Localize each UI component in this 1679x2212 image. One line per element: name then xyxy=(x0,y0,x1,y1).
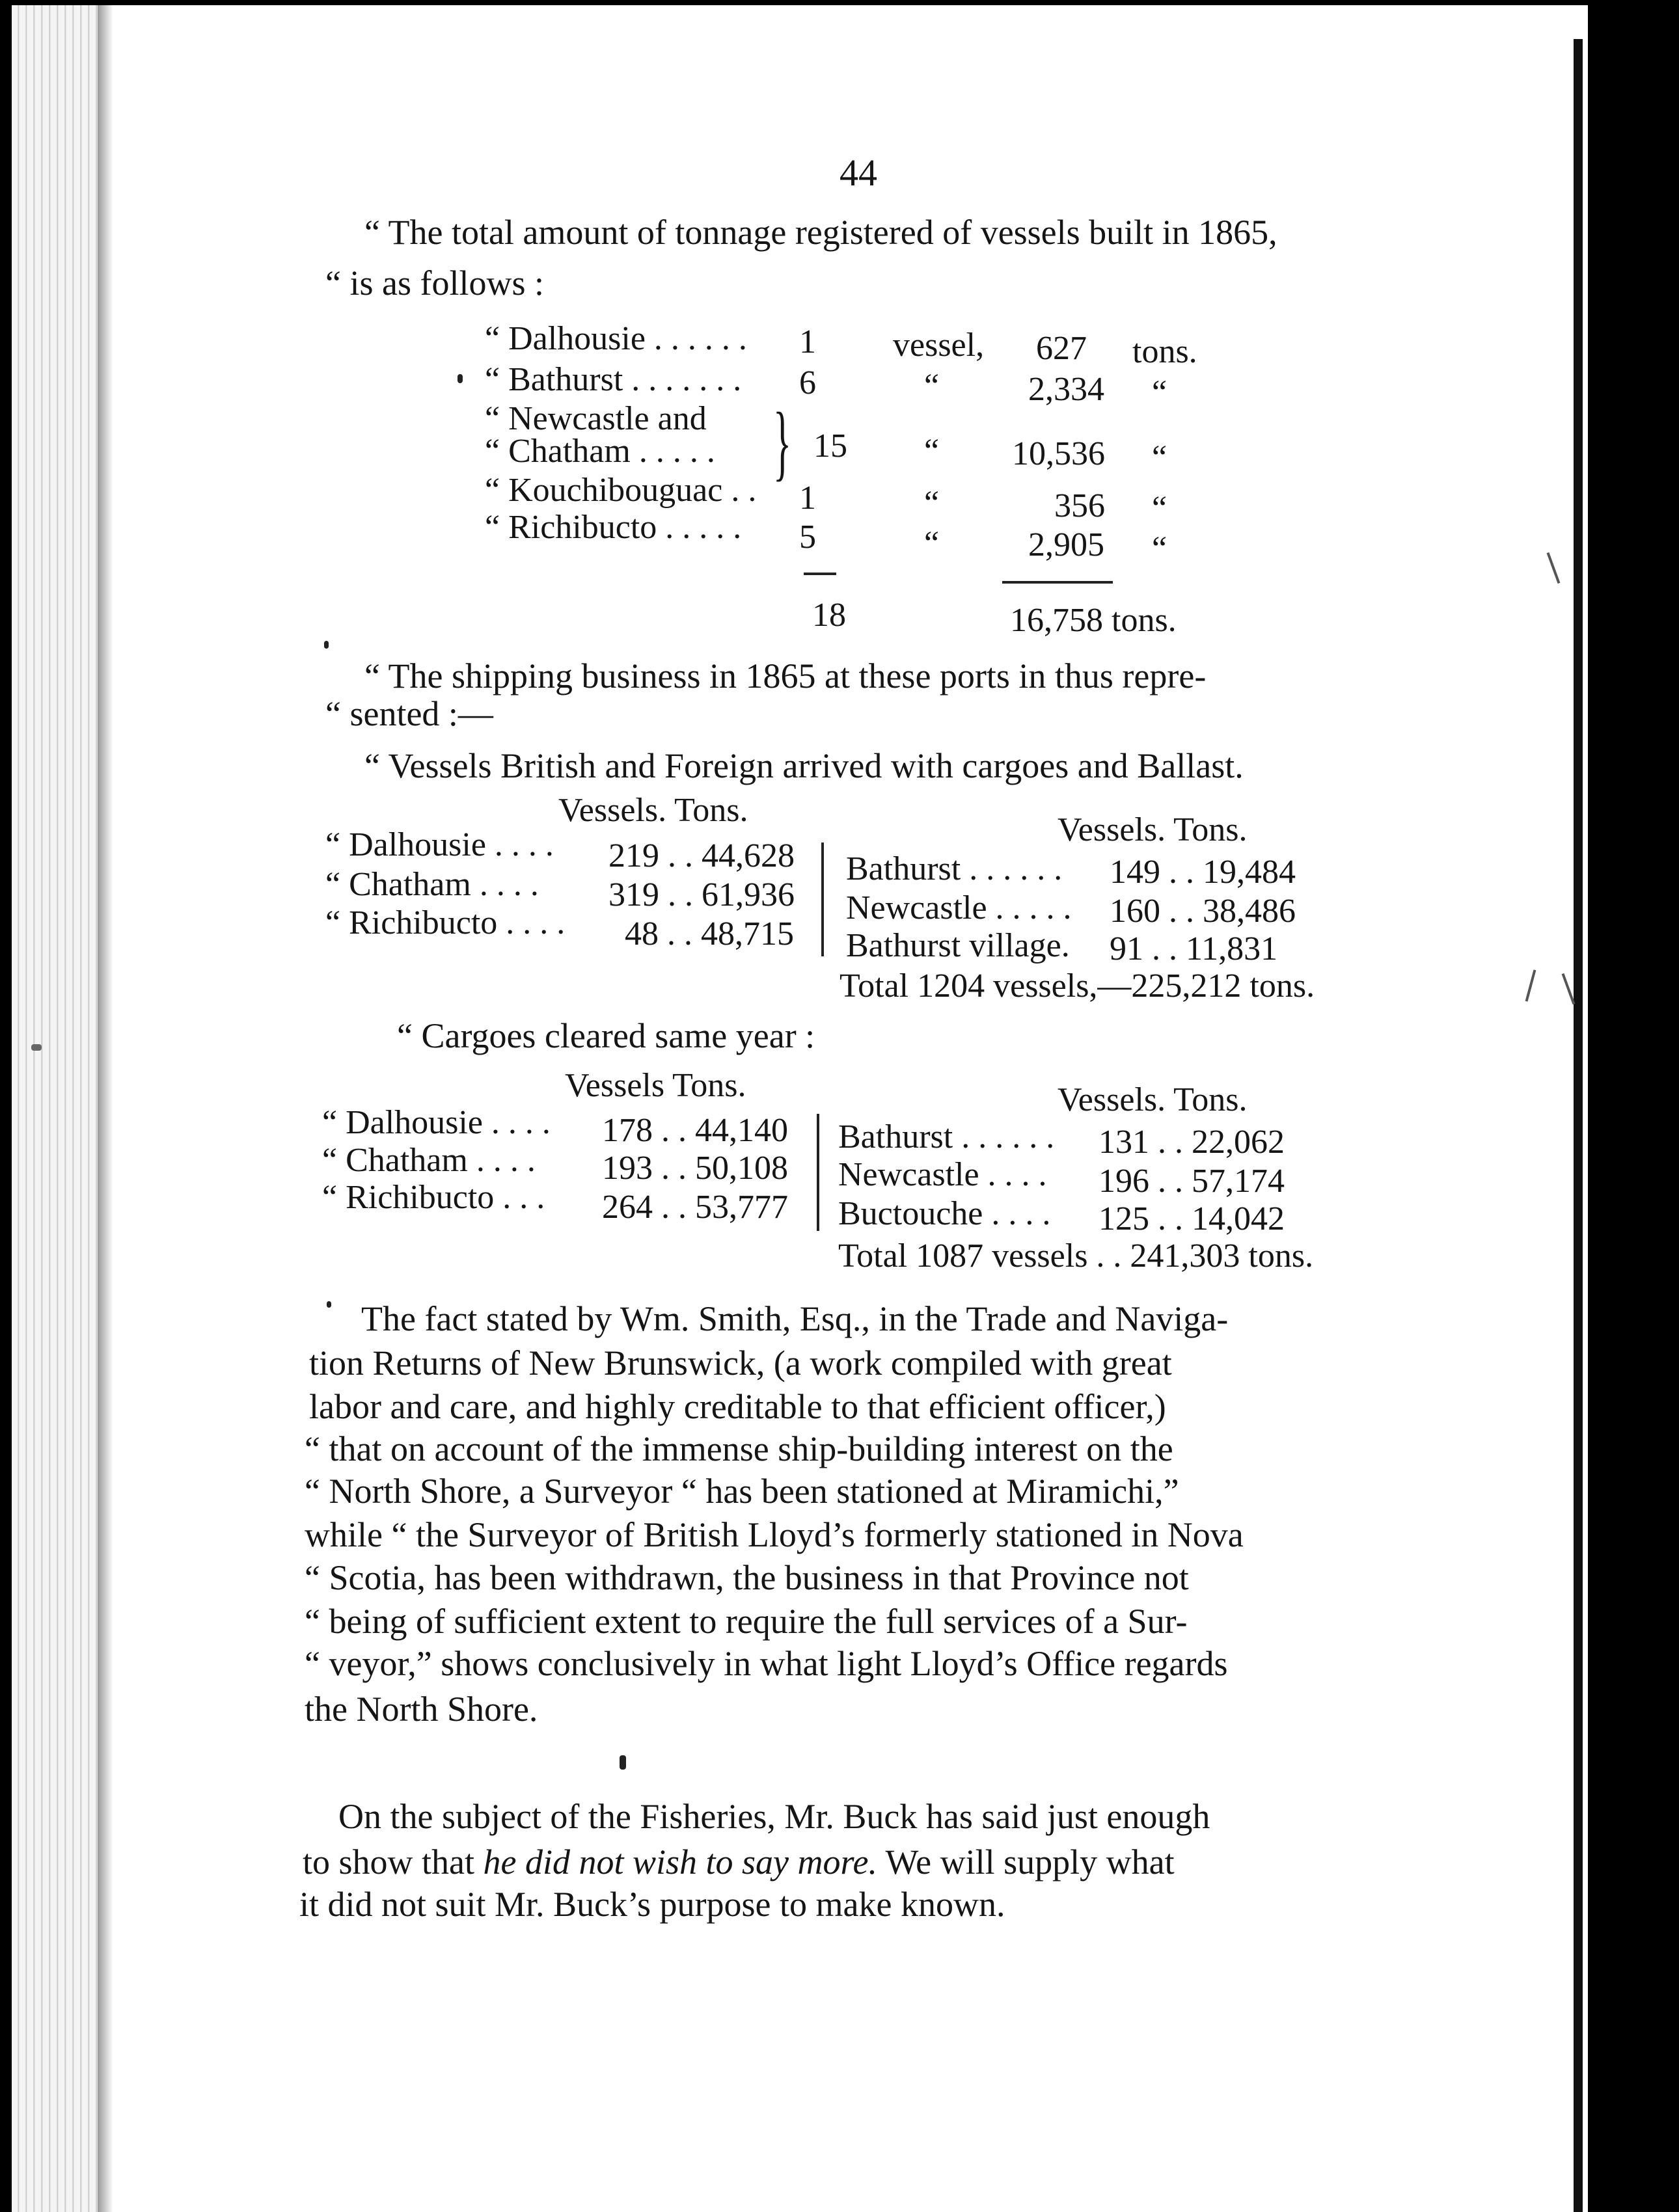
shipping-line-2: “ sented :— xyxy=(325,694,493,733)
cleared-left-value: 264 . . 53,777 xyxy=(602,1189,788,1226)
scan-edge-top xyxy=(0,0,1588,5)
cleared-left-value: 178 . . 44,140 xyxy=(602,1112,788,1149)
shipping-line-1: “ The shipping business in 1865 at these ports in thus repre- xyxy=(364,656,1207,695)
tonnage-unit: vessel, xyxy=(893,327,985,364)
cleared-right-value: 125 . . 14,042 xyxy=(1099,1200,1285,1237)
tonnage-tons: 2,334 xyxy=(1028,371,1104,408)
arrived-col-header-right: Vessels. Tons. xyxy=(1058,811,1248,848)
arrived-left-place: “ Dalhousie . . . . xyxy=(325,826,554,863)
paragraph-line: “ veyor,” shows conclusively in what light Lloyd’s Office regards xyxy=(305,1644,1228,1683)
arrived-right-value: 91 . . 11,831 xyxy=(1110,930,1278,967)
tonnage-tons: 2,905 xyxy=(1028,526,1104,563)
arrived-left-value: 219 . . 44,628 xyxy=(608,837,795,874)
tonnage-tons: 627 xyxy=(1036,330,1087,367)
arrived-total: Total 1204 vessels,—225,212 tons. xyxy=(840,967,1315,1005)
tonnage-place: “ Chatham . . . . . xyxy=(485,433,715,470)
arrived-left-value: 48 . . 48,715 xyxy=(625,915,794,952)
brace-mark: } xyxy=(773,396,792,489)
tonnage-suffix: “ xyxy=(1152,374,1167,411)
arrived-right-value: 149 . . 19,484 xyxy=(1110,854,1296,891)
cleared-right-place: Newcastle . . . . xyxy=(838,1156,1047,1193)
paragraph-text: to show that xyxy=(303,1842,484,1882)
tonnage-unit: “ xyxy=(924,525,940,562)
arrived-left-place: “ Richibucto . . . . xyxy=(325,904,566,941)
tonnage-suffix: “ xyxy=(1152,530,1167,567)
tonnage-count: 1 xyxy=(799,479,816,517)
arrived-heading: “ Vessels British and Foreign arrived with cargoes and Ballast. xyxy=(364,746,1244,785)
cleared-right-place: Bathurst . . . . . . xyxy=(838,1118,1055,1155)
arrived-col-header-left: Vessels. Tons. xyxy=(558,792,748,829)
tonnage-suffix: “ xyxy=(1152,439,1167,476)
tonnage-tons: 356 xyxy=(1054,487,1105,524)
printers-mark xyxy=(324,641,329,649)
cleared-heading: “ Cargoes cleared same year : xyxy=(397,1016,815,1055)
tonnage-count: 5 xyxy=(799,519,816,556)
tonnage-place: “ Dalhousie . . . . . . xyxy=(485,320,747,357)
paragraph-line: labor and care, and highly creditable to that efficient officer,) xyxy=(309,1387,1166,1426)
tonnage-unit: “ xyxy=(924,485,940,522)
arrived-divider xyxy=(821,843,824,956)
tonnage-place: “ Richibucto . . . . . xyxy=(485,509,742,546)
cleared-right-value: 131 . . 22,062 xyxy=(1099,1124,1285,1161)
tonnage-place: “ Kouchibouguac . . xyxy=(485,472,757,509)
paragraph-line: tion Returns of New Brunswick, (a work compiled with great xyxy=(309,1343,1172,1382)
margin-mark xyxy=(1525,969,1536,1001)
margin-mark xyxy=(1547,552,1561,584)
tonnage-total-count: 18 xyxy=(812,597,846,634)
paragraph-text: We will supply what xyxy=(877,1842,1175,1882)
margin-mark xyxy=(31,1044,42,1051)
arrived-left-place: “ Chatham . . . . xyxy=(325,866,539,903)
cleared-right-value: 196 . . 57,174 xyxy=(1099,1163,1285,1200)
tonnage-unit: “ xyxy=(924,368,940,405)
cleared-left-value: 193 . . 50,108 xyxy=(602,1150,788,1187)
cleared-divider xyxy=(817,1114,819,1231)
paragraph-line: “ Scotia, has been withdrawn, the business in that Province not xyxy=(305,1558,1189,1597)
paragraph-line: “ that on account of the immense ship-building interest on the xyxy=(305,1429,1173,1468)
paragraph-line: “ being of sufficient extent to require the full services of a Sur- xyxy=(305,1602,1188,1641)
tonnage-count: 1 xyxy=(799,323,816,360)
paragraph-line: while “ the Surveyor of British Lloyd’s formerly stationed in Nova xyxy=(305,1515,1244,1554)
scan-edge-right xyxy=(1588,0,1679,2212)
arrived-right-place: Bathurst village. xyxy=(846,927,1070,964)
printers-mark xyxy=(620,1755,626,1770)
arrived-left-value: 319 . . 61,936 xyxy=(608,876,795,913)
gutter-shadow xyxy=(98,0,113,2212)
paragraph-line xyxy=(303,1844,1175,1880)
tonnage-suffix: tons. xyxy=(1132,333,1197,370)
arrived-right-place: Bathurst . . . . . . xyxy=(846,850,1063,887)
paragraph-line: the North Shore. xyxy=(305,1690,538,1729)
printers-mark xyxy=(327,1301,331,1308)
cleared-col-header-right: Vessels. Tons. xyxy=(1058,1081,1248,1118)
tonnage-place: “ Newcastle and xyxy=(485,400,707,437)
paragraph-line: it did not suit Mr. Buck’s purpose to make known. xyxy=(299,1885,1005,1924)
cleared-left-place: “ Richibucto . . . xyxy=(322,1179,545,1216)
italic-phrase: he did not wish to say more. xyxy=(483,1842,877,1882)
tonnage-tons: 10,536 xyxy=(1012,435,1105,472)
facing-page-edge xyxy=(1574,39,1583,2212)
tonnage-place: “ Bathurst . . . . . . . xyxy=(485,361,742,398)
scan-edge-left xyxy=(0,0,12,2212)
tonnage-unit: “ xyxy=(924,433,940,470)
tonnage-count: 6 xyxy=(799,364,816,401)
tonnage-suffix: “ xyxy=(1152,490,1167,527)
tonnage-total-tons: 16,758 tons. xyxy=(1010,602,1177,639)
arrived-right-place: Newcastle . . . . . xyxy=(846,889,1072,926)
cleared-left-place: “ Dalhousie . . . . xyxy=(322,1104,551,1141)
cleared-left-place: “ Chatham . . . . xyxy=(322,1142,536,1179)
intro-line-1: “ The total amount of tonnage registered of vessels built in 1865, xyxy=(364,213,1277,252)
page-number: 44 xyxy=(840,152,877,194)
sum-rule-count xyxy=(804,573,836,575)
intro-line-2: “ is as follows : xyxy=(325,263,544,303)
arrived-right-value: 160 . . 38,486 xyxy=(1110,893,1296,930)
cleared-total: Total 1087 vessels . . 241,303 tons. xyxy=(838,1237,1314,1275)
cleared-col-header-left: Vessels Tons. xyxy=(565,1067,746,1104)
cleared-right-place: Buctouche . . . . xyxy=(838,1195,1051,1232)
paragraph-line: “ North Shore, a Surveyor “ has been stationed at Miramichi,” xyxy=(305,1472,1179,1511)
paragraph-line: On the subject of the Fisheries, Mr. Buck has said just enough xyxy=(338,1797,1210,1836)
page-stack-edge xyxy=(12,0,109,2212)
printers-mark xyxy=(457,374,463,383)
paragraph-line: The fact stated by Wm. Smith, Esq., in the Trade and Naviga- xyxy=(361,1299,1229,1338)
tonnage-count: 15 xyxy=(813,427,847,465)
sum-rule-tons xyxy=(1002,581,1113,584)
